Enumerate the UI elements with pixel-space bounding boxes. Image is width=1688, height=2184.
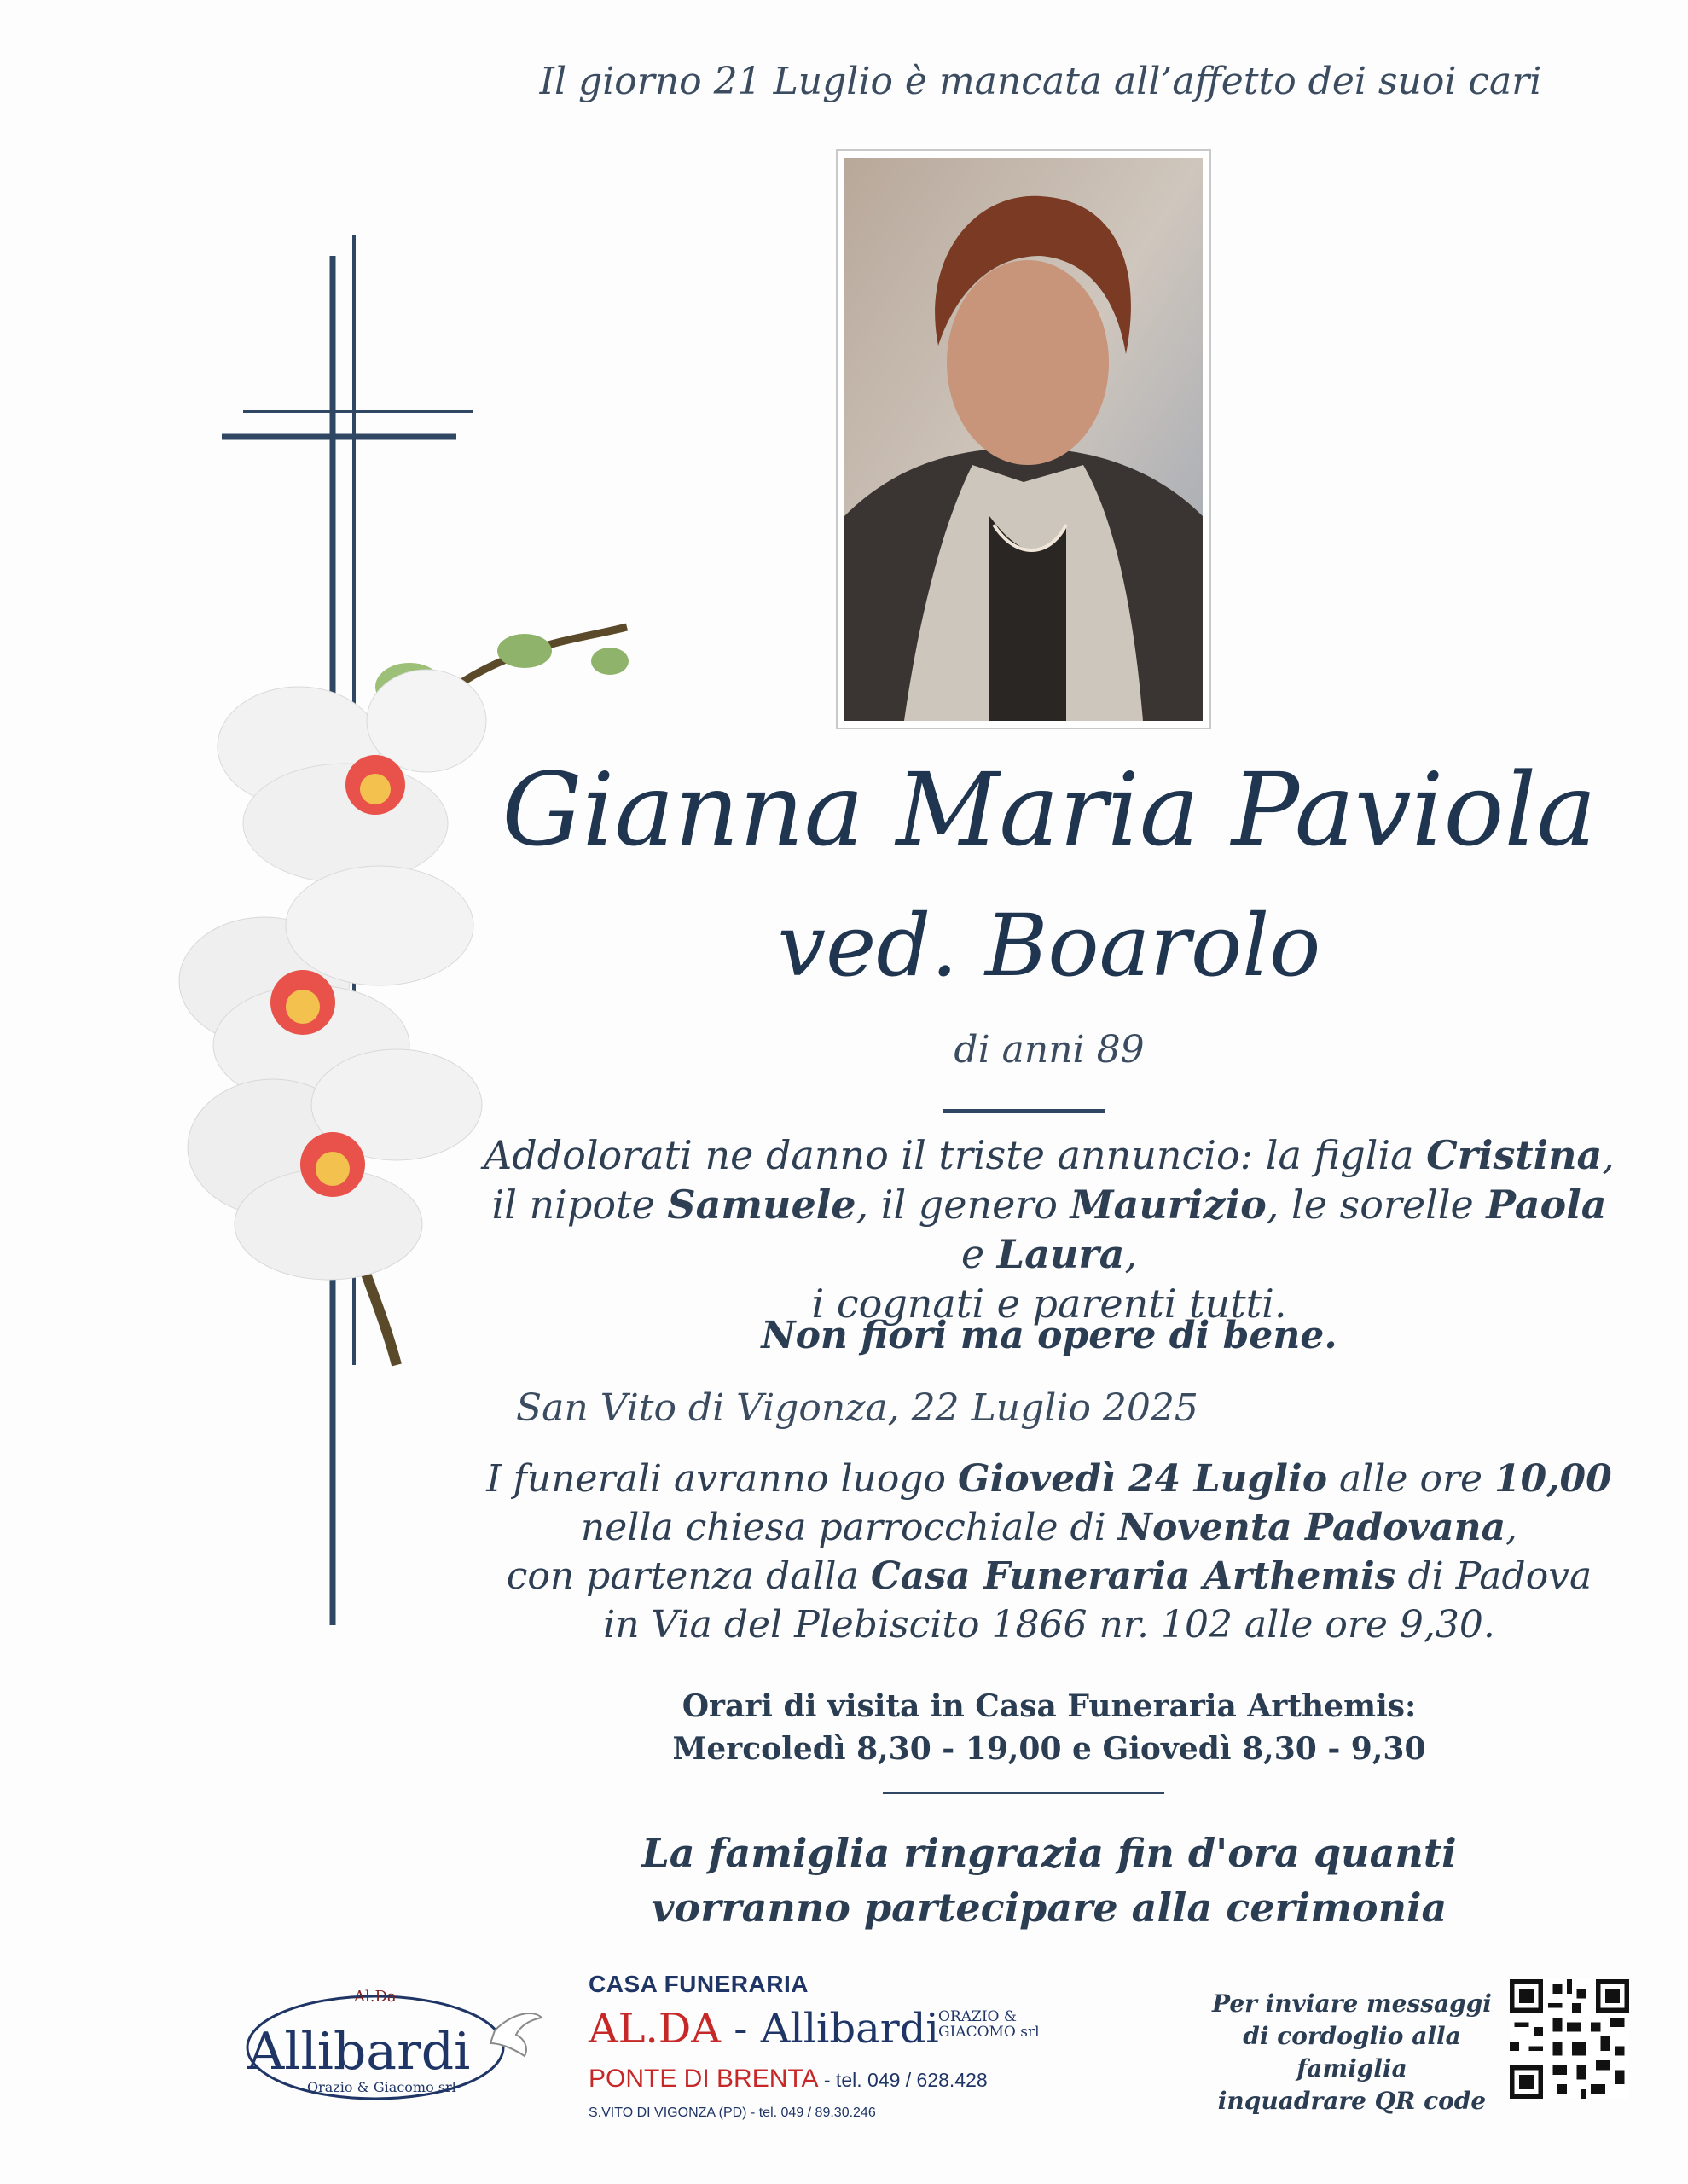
funeral-home-city: PONTE DI BRENTA - tel. 049 / 628.428	[589, 2065, 988, 2093]
logo-brand-text: Allibardi	[247, 2022, 471, 2082]
funeral-home-address: S.VITO DI VIGONZA (PD) - tel. 049 / 89.30.246	[589, 2106, 876, 2120]
logo-top-text: Al.Da	[354, 1988, 397, 2006]
divider	[943, 1109, 1105, 1113]
widow-line: ved. Boarolo	[777, 896, 1321, 996]
funeral-home-brand: AL.DA - Allibardi	[589, 2005, 939, 2053]
thanks-note: La famiglia ringrazia fin d'ora quanti vorranno partecipare alla cerimonia	[641, 1830, 1457, 1931]
funeral-details: I funerali avranno luogo Giovedì 24 Luglio alle ore 10,00 nella chiesa parrocchiale di Noventa Padovana, con partenza dalla Casa Funeraria Arthemis di Padova in Via del Plebiscito 1866 nr. 102 alle ore 9,30.	[486, 1457, 1612, 1647]
dove-icon	[490, 2013, 542, 2056]
divider	[883, 1792, 1164, 1794]
no-flowers-note: Non fiori ma opere di bene.	[761, 1314, 1337, 1357]
funeral-home-owners: ORAZIO & GIACOMO srl	[938, 2008, 1040, 2041]
portrait-frame	[836, 149, 1211, 729]
visiting-hours: Orari di visita in Casa Funeraria Arthemis: Mercoledì 8,30 - 19,00 e Giovedì 8,30 - 9,30	[672, 1688, 1426, 1767]
qr-code-icon[interactable]	[1510, 1979, 1629, 2099]
funeral-home-title: CASA FUNERARIA	[589, 1971, 809, 1997]
age-text: di anni 89	[954, 1028, 1145, 1072]
deceased-name: Gianna Maria Paviola	[502, 751, 1597, 868]
portrait-photo	[844, 158, 1203, 721]
logo-sub-text: Orazio & Giacomo srl	[307, 2079, 456, 2095]
announcement: Addolorati ne danno il triste annuncio: la figlia Cristina, il nipote Samuele, il genero Maurizio, le sorelle Paola e Laura, i cognati e parenti tutti.	[484, 1132, 1615, 1327]
place-date: San Vito di Vigonza, 22 Luglio 2025	[516, 1386, 1198, 1430]
qr-instructions: Per inviare messaggi di cordoglio alla famiglia inquadrare QR code	[1212, 1989, 1492, 2115]
intro-text: Il giorno 21 Luglio è mancata all’affetto dei suoi cari	[539, 60, 1542, 103]
